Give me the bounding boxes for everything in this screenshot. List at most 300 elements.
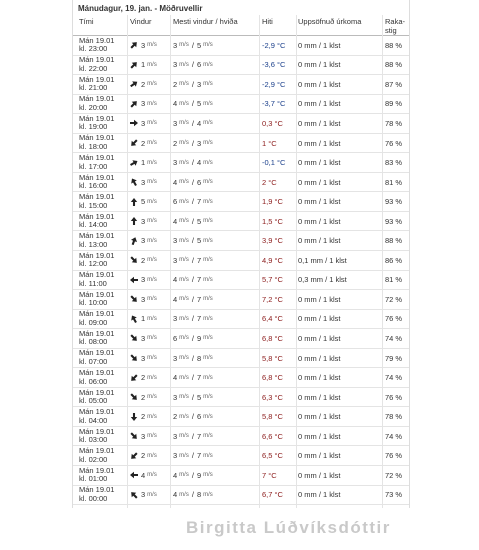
wind-cell xyxy=(130,290,170,309)
time-cell xyxy=(79,466,127,485)
max-wind: 4 xyxy=(173,275,178,285)
time-date: Mán 19.01 xyxy=(79,387,115,397)
time-date: Mán 19.01 xyxy=(79,426,115,436)
wind-unit: m/s xyxy=(203,433,213,440)
humidity-cell: 72 % xyxy=(385,470,403,480)
wind-unit: m/s xyxy=(179,218,189,225)
time-hour: kl. 18:00 xyxy=(79,142,108,151)
table-row xyxy=(73,271,409,291)
time-hour: kl. 04:00 xyxy=(79,415,108,425)
table-row xyxy=(73,36,409,56)
time-date: Mán 19.01 xyxy=(79,328,115,338)
humidity-cell: 83 % xyxy=(385,158,403,168)
table-row xyxy=(73,466,409,486)
south-east-arrow-icon xyxy=(130,354,138,362)
time-date: Mán 19.01 xyxy=(79,289,115,299)
gust-speed: 4 xyxy=(196,158,202,168)
time-cell xyxy=(79,36,127,55)
gust-speed: 7 xyxy=(196,373,202,383)
max-wind: 4 xyxy=(173,294,178,304)
wind-speed: 3 xyxy=(141,333,146,343)
gust-cell xyxy=(173,310,259,329)
gust-cell xyxy=(173,36,259,55)
wind-unit: m/s xyxy=(203,413,213,420)
time-hour: kl. 13:00 xyxy=(79,239,108,249)
wind-speed: 1 xyxy=(141,314,146,324)
table-row xyxy=(73,290,409,310)
time-date: Mán 19.01 xyxy=(79,192,115,202)
table-row xyxy=(73,153,409,173)
wind-cell xyxy=(130,310,170,329)
wind-unit: m/s xyxy=(179,42,189,49)
separator: / xyxy=(191,353,194,363)
gust-cell xyxy=(173,153,259,172)
table-row xyxy=(73,329,409,349)
wind-unit: m/s xyxy=(179,472,189,479)
wind-cell xyxy=(130,446,170,465)
north-east-arrow-icon xyxy=(130,80,138,88)
time-date: Mán 19.01 xyxy=(79,152,115,162)
wind-unit: m/s xyxy=(203,491,213,498)
header-precip: Uppsöfnuð úrkoma xyxy=(298,17,362,26)
time-date: Mán 19.01 xyxy=(79,172,115,182)
signature-watermark: Birgitta Lúðvíksdóttir xyxy=(186,518,391,537)
wind-unit: m/s xyxy=(179,355,189,362)
wind-unit: m/s xyxy=(147,296,157,303)
south-west-arrow-icon xyxy=(130,452,138,460)
table-row xyxy=(73,192,409,212)
time-hour: kl. 09:00 xyxy=(79,317,108,327)
gust-speed: 7 xyxy=(196,255,202,265)
gust-speed: 7 xyxy=(196,294,202,304)
wind-unit: m/s xyxy=(179,120,189,127)
wind-unit: m/s xyxy=(179,198,189,205)
gust-cell xyxy=(173,446,259,465)
gust-speed: 3 xyxy=(196,138,202,148)
gust-cell xyxy=(173,407,259,426)
wind-unit: m/s xyxy=(179,433,189,440)
wind-cell xyxy=(130,407,170,426)
precipitation-cell: 0 mm / 1 klst xyxy=(298,333,341,343)
temperature-cell: 0,3 °C xyxy=(262,118,283,128)
gust-cell xyxy=(173,56,259,75)
time-date: Mán 19.01 xyxy=(79,367,115,377)
separator: / xyxy=(191,275,194,285)
precipitation-cell: 0 mm / 1 klst xyxy=(298,197,341,207)
wind-cell xyxy=(130,329,170,348)
precipitation-cell: 0 mm / 1 klst xyxy=(298,373,341,383)
temperature-cell: 7 °C xyxy=(262,470,277,480)
time-date: Mán 19.01 xyxy=(79,348,115,358)
time-hour: kl. 14:00 xyxy=(79,220,108,230)
wind-unit: m/s xyxy=(179,237,189,244)
max-wind: 3 xyxy=(173,60,178,70)
wind-unit: m/s xyxy=(179,394,189,401)
south-west-arrow-icon xyxy=(130,139,138,147)
humidity-cell: 72 % xyxy=(385,294,403,304)
table-row xyxy=(73,173,409,193)
wind-speed: 2 xyxy=(141,392,146,402)
north-arrow-icon xyxy=(130,237,138,245)
precipitation-cell: 0 mm / 1 klst xyxy=(298,118,341,128)
time-hour: kl. 02:00 xyxy=(79,454,108,464)
wind-unit: m/s xyxy=(179,140,189,146)
gust-speed: 7 xyxy=(196,451,202,461)
table-row xyxy=(73,310,409,330)
wind-cell xyxy=(130,192,170,211)
temperature-cell: -3,7 °C xyxy=(262,99,286,109)
wind-unit: m/s xyxy=(203,237,213,244)
south-east-arrow-icon xyxy=(130,393,138,401)
wind-speed: 3 xyxy=(141,431,146,441)
humidity-cell: 74 % xyxy=(385,333,403,343)
gust-speed: 7 xyxy=(196,275,202,285)
wind-speed: 2 xyxy=(141,412,146,422)
south-west-arrow-icon xyxy=(130,374,138,382)
precipitation-cell: 0 mm / 1 klst xyxy=(298,294,341,304)
north-west-arrow-icon xyxy=(130,491,138,499)
max-wind: 4 xyxy=(173,177,178,187)
time-cell xyxy=(79,173,127,192)
wind-unit: m/s xyxy=(179,179,189,186)
time-date: Mán 19.01 xyxy=(79,74,115,84)
humidity-cell: 89 % xyxy=(385,99,403,109)
humidity-cell: 93 % xyxy=(385,197,403,207)
wind-unit: m/s xyxy=(203,198,213,205)
humidity-cell: 81 % xyxy=(385,177,403,187)
humidity-cell: 74 % xyxy=(385,431,403,441)
wind-unit: m/s xyxy=(179,159,189,166)
time-date: Mán 19.01 xyxy=(79,231,115,241)
wind-speed: 2 xyxy=(141,373,146,383)
wind-unit: m/s xyxy=(147,335,157,342)
wind-unit: m/s xyxy=(179,100,189,107)
time-cell xyxy=(79,349,127,368)
wind-unit: m/s xyxy=(203,276,213,283)
precipitation-cell: 0 mm / 1 klst xyxy=(298,431,341,441)
wind-unit: m/s xyxy=(147,413,157,420)
table-row xyxy=(73,56,409,76)
table-row xyxy=(73,427,409,447)
gust-speed: 5 xyxy=(196,40,202,50)
west-arrow-icon xyxy=(130,471,138,479)
wind-unit: m/s xyxy=(203,120,213,127)
time-cell xyxy=(79,310,127,329)
table-row xyxy=(73,251,409,271)
wind-unit: m/s xyxy=(147,472,157,479)
north-east-arrow-icon xyxy=(130,61,138,69)
separator: / xyxy=(191,158,194,168)
wind-unit: m/s xyxy=(147,61,157,68)
time-hour: kl. 20:00 xyxy=(79,102,108,112)
temperature-cell: 1,5 °C xyxy=(262,216,283,226)
time-cell xyxy=(79,368,127,387)
time-cell xyxy=(79,192,127,211)
wind-cell xyxy=(130,231,170,250)
wind-unit: m/s xyxy=(179,452,189,459)
table-row xyxy=(73,231,409,251)
time-hour: kl. 00:00 xyxy=(79,493,108,503)
table-header xyxy=(73,15,409,36)
precipitation-cell: 0 mm / 1 klst xyxy=(298,60,341,70)
header-temp: Hiti xyxy=(262,17,273,26)
max-wind: 6 xyxy=(173,197,178,207)
time-hour: kl. 21:00 xyxy=(79,83,108,93)
precipitation-cell: 0 mm / 1 klst xyxy=(298,490,341,500)
wind-cell xyxy=(130,349,170,368)
wind-unit: m/s xyxy=(147,452,157,459)
humidity-cell: 88 % xyxy=(385,60,403,70)
precipitation-cell: 0 mm / 1 klst xyxy=(298,412,341,422)
east-arrow-icon xyxy=(130,119,138,127)
time-date: Mán 19.01 xyxy=(79,485,115,495)
wind-speed: 4 xyxy=(141,470,146,480)
wind-unit: m/s xyxy=(147,374,157,381)
separator: / xyxy=(191,177,194,187)
gust-cell xyxy=(173,466,259,485)
wind-cell xyxy=(130,75,170,94)
south-east-arrow-icon xyxy=(130,432,138,440)
separator: / xyxy=(191,255,194,265)
gust-speed: 5 xyxy=(196,99,202,109)
wind-unit: m/s xyxy=(203,179,213,186)
temperature-cell: -3,6 °C xyxy=(262,60,286,70)
gust-speed: 3 xyxy=(196,79,202,89)
wind-unit: m/s xyxy=(203,100,213,107)
temperature-cell: -2,9 °C xyxy=(262,40,286,50)
max-wind: 3 xyxy=(173,392,178,402)
time-hour: kl. 12:00 xyxy=(79,259,108,269)
time-hour: kl. 05:00 xyxy=(79,396,108,406)
wind-unit: m/s xyxy=(147,159,157,166)
precipitation-cell: 0 mm / 1 klst xyxy=(298,314,341,324)
wind-unit: m/s xyxy=(203,355,213,362)
max-wind: 3 xyxy=(173,236,178,246)
time-cell xyxy=(79,407,127,426)
column-divider xyxy=(382,15,383,508)
time-date: Mán 19.01 xyxy=(79,113,115,123)
separator: / xyxy=(191,99,194,109)
header-time: Tími xyxy=(79,17,94,26)
humidity-cell: 74 % xyxy=(385,373,403,383)
wind-unit: m/s xyxy=(179,257,189,264)
max-wind: 2 xyxy=(173,79,178,89)
table-row xyxy=(73,446,409,466)
temperature-cell: 6,3 °C xyxy=(262,392,283,402)
max-wind: 4 xyxy=(173,490,178,500)
wind-unit: m/s xyxy=(147,100,157,107)
temperature-cell: 6,8 °C xyxy=(262,373,283,383)
table-row xyxy=(73,75,409,95)
wind-speed: 3 xyxy=(141,216,146,226)
precipitation-cell: 0 mm / 1 klst xyxy=(298,353,341,363)
time-cell xyxy=(79,75,127,94)
precipitation-cell: 0 mm / 1 klst xyxy=(298,138,341,148)
wind-unit: m/s xyxy=(147,394,157,401)
separator: / xyxy=(191,412,194,422)
wind-unit: m/s xyxy=(147,491,157,498)
time-hour: kl. 07:00 xyxy=(79,357,108,367)
max-wind: 3 xyxy=(173,158,178,168)
temperature-cell: 5,8 °C xyxy=(262,412,283,422)
wind-unit: m/s xyxy=(179,335,189,342)
time-hour: kl. 15:00 xyxy=(79,200,108,210)
gust-cell xyxy=(173,134,259,153)
humidity-cell: 76 % xyxy=(385,451,403,461)
wind-unit: m/s xyxy=(147,218,157,225)
wind-cell xyxy=(130,95,170,114)
time-cell xyxy=(79,231,127,250)
separator: / xyxy=(191,490,194,500)
temperature-cell: 1 °C xyxy=(262,138,277,148)
wind-unit: m/s xyxy=(203,335,213,342)
time-cell xyxy=(79,251,127,270)
gust-cell xyxy=(173,486,259,505)
gust-cell xyxy=(173,349,259,368)
max-wind: 2 xyxy=(173,412,178,422)
south-east-arrow-icon xyxy=(130,256,138,264)
column-divider xyxy=(296,15,297,508)
time-cell xyxy=(79,153,127,172)
time-hour: kl. 03:00 xyxy=(79,435,108,445)
gust-speed: 4 xyxy=(196,118,202,128)
column-divider xyxy=(127,15,128,508)
wind-cell xyxy=(130,212,170,231)
temperature-cell: 2 °C xyxy=(262,177,277,187)
wind-unit: m/s xyxy=(147,42,157,49)
wind-cell xyxy=(130,427,170,446)
wind-unit: m/s xyxy=(203,159,213,166)
north-east-arrow-icon xyxy=(130,159,138,167)
west-arrow-icon xyxy=(130,276,138,284)
time-cell xyxy=(79,114,127,133)
time-date: Mán 19.01 xyxy=(79,270,115,280)
time-date: Mán 19.01 xyxy=(79,309,115,319)
precipitation-cell: 0 mm / 1 klst xyxy=(298,451,341,461)
table-row xyxy=(73,368,409,388)
separator: / xyxy=(191,294,194,304)
gust-speed: 9 xyxy=(196,470,202,480)
temperature-cell: 4,9 °C xyxy=(262,255,283,265)
table-row xyxy=(73,349,409,369)
temperature-cell: 6,4 °C xyxy=(262,314,283,324)
separator: / xyxy=(191,40,194,50)
precipitation-cell: 0 mm / 1 klst xyxy=(298,79,341,89)
wind-cell xyxy=(130,368,170,387)
wind-unit: m/s xyxy=(179,374,189,381)
gust-speed: 9 xyxy=(196,333,202,343)
humidity-cell: 88 % xyxy=(385,40,403,50)
gust-speed: 6 xyxy=(196,60,202,70)
north-arrow-icon xyxy=(130,217,138,225)
wind-cell xyxy=(130,251,170,270)
gust-cell xyxy=(173,368,259,387)
north-east-arrow-icon xyxy=(130,41,138,49)
wind-speed: 5 xyxy=(141,197,146,207)
wind-unit: m/s xyxy=(179,296,189,303)
time-hour: kl. 17:00 xyxy=(79,161,108,171)
table-row xyxy=(73,486,409,506)
max-wind: 3 xyxy=(173,353,178,363)
wind-unit: m/s xyxy=(147,140,157,146)
wind-unit: m/s xyxy=(179,491,189,498)
time-cell xyxy=(79,271,127,290)
table-body xyxy=(73,36,409,505)
gust-speed: 5 xyxy=(196,236,202,246)
wind-unit: m/s xyxy=(179,413,189,420)
gust-speed: 5 xyxy=(196,216,202,226)
temperature-cell: 7,2 °C xyxy=(262,294,283,304)
max-wind: 4 xyxy=(173,373,178,383)
table-row xyxy=(73,388,409,408)
wind-cell xyxy=(130,173,170,192)
time-hour: kl. 11:00 xyxy=(79,278,107,288)
precipitation-cell: 0 mm / 1 klst xyxy=(298,470,341,480)
wind-speed: 2 xyxy=(141,451,146,461)
separator: / xyxy=(191,333,194,343)
wind-speed: 3 xyxy=(141,490,146,500)
time-cell xyxy=(79,446,127,465)
gust-speed: 6 xyxy=(196,177,202,187)
temperature-cell: 5,7 °C xyxy=(262,275,283,285)
max-wind: 4 xyxy=(173,470,178,480)
separator: / xyxy=(191,236,194,246)
time-hour: kl. 10:00 xyxy=(79,298,108,308)
wind-unit: m/s xyxy=(147,237,157,244)
page-title: Mánudagur, 19. jan. - Möðruvellir xyxy=(78,4,203,13)
precipitation-cell: 0 mm / 1 klst xyxy=(298,177,341,187)
weather-panel xyxy=(72,0,410,508)
separator: / xyxy=(191,118,194,128)
time-hour: kl. 01:00 xyxy=(79,474,108,484)
wind-cell xyxy=(130,486,170,505)
gust-speed: 6 xyxy=(196,412,202,422)
wind-unit: m/s xyxy=(203,61,213,68)
gust-cell xyxy=(173,75,259,94)
gust-speed: 5 xyxy=(196,392,202,402)
precipitation-cell: 0 mm / 1 klst xyxy=(298,216,341,226)
time-date: Mán 19.01 xyxy=(79,407,115,417)
wind-speed: 1 xyxy=(141,60,146,70)
wind-unit: m/s xyxy=(203,472,213,479)
time-cell xyxy=(79,212,127,231)
wind-unit: m/s xyxy=(147,81,157,88)
max-wind: 4 xyxy=(173,216,178,226)
time-cell xyxy=(79,486,127,505)
wind-cell xyxy=(130,466,170,485)
max-wind: 3 xyxy=(173,255,178,265)
gust-speed: 7 xyxy=(196,431,202,441)
wind-speed: 1 xyxy=(141,158,146,168)
time-cell xyxy=(79,427,127,446)
separator: / xyxy=(191,60,194,70)
wind-cell xyxy=(130,388,170,407)
separator: / xyxy=(191,216,194,226)
gust-cell xyxy=(173,427,259,446)
wind-unit: m/s xyxy=(147,179,157,186)
time-hour: kl. 06:00 xyxy=(79,376,108,386)
precipitation-cell: 0,3 mm / 1 klst xyxy=(298,275,347,285)
max-wind: 3 xyxy=(173,40,178,50)
separator: / xyxy=(191,373,194,383)
gust-speed: 7 xyxy=(196,197,202,207)
wind-unit: m/s xyxy=(203,257,213,264)
time-cell xyxy=(79,95,127,114)
time-date: Mán 19.01 xyxy=(79,35,115,45)
wind-speed: 3 xyxy=(141,353,146,363)
temperature-cell: 6,5 °C xyxy=(262,451,283,461)
wind-unit: m/s xyxy=(179,61,189,68)
